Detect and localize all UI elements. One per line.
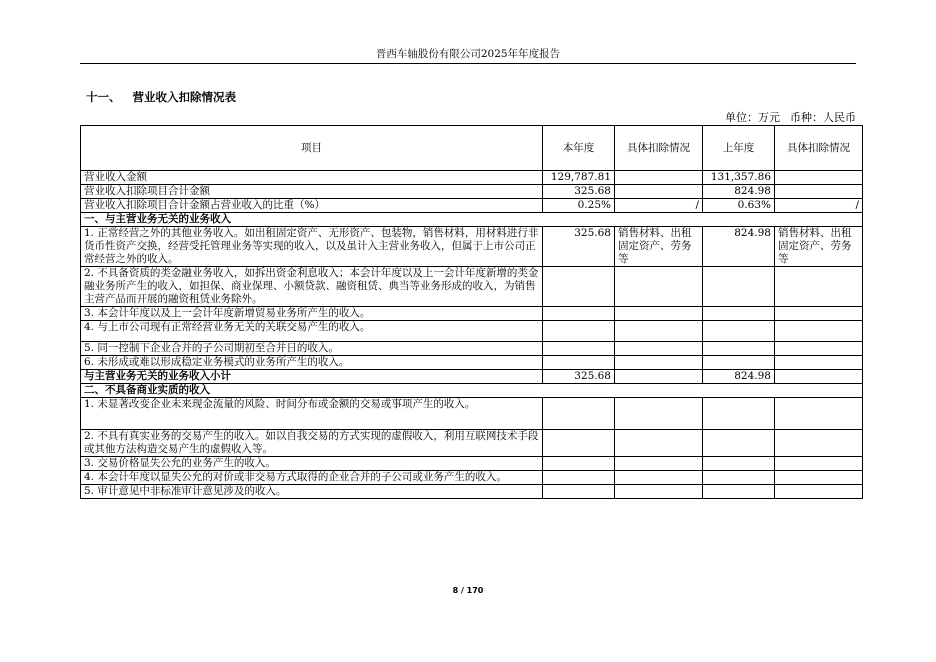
prior-year-value	[703, 342, 775, 356]
current-detail	[615, 398, 703, 430]
table-row	[81, 342, 863, 356]
current-year-value	[543, 267, 615, 307]
table-row	[81, 430, 863, 457]
prior-year-value: 131,357.86	[703, 171, 775, 185]
current-detail	[615, 370, 703, 384]
current-year-value	[543, 471, 615, 485]
col-header-current-detail: 具体扣除情况	[615, 126, 703, 171]
table-row	[81, 356, 863, 370]
current-detail	[615, 457, 703, 471]
prior-detail	[775, 471, 863, 485]
section-title	[86, 90, 236, 104]
prior-year-value	[703, 321, 775, 342]
prior-detail: /	[775, 199, 863, 213]
table-row	[81, 267, 863, 307]
prior-detail	[775, 430, 863, 457]
table-header-row	[81, 126, 863, 171]
table-row	[81, 185, 863, 199]
table-row	[81, 398, 863, 430]
table-row	[81, 471, 863, 485]
table-row	[81, 171, 863, 185]
row-label: 6. 未形成或难以形成稳定业务模式的业务所产生的收入。	[81, 356, 543, 370]
row-label: 4. 与上市公司现有正常经营业务无关的关联交易产生的收入。	[81, 321, 543, 342]
prior-year-value	[703, 485, 775, 499]
current-detail	[615, 430, 703, 457]
current-year-value: 325.68	[543, 227, 615, 267]
current-year-value: 0.25%	[543, 199, 615, 213]
unit-line	[725, 111, 856, 125]
col-header-current-year: 本年度	[543, 126, 615, 171]
current-detail	[615, 185, 703, 199]
prior-detail: 销售材料、出租固定资产、劳务等	[775, 227, 863, 267]
table-row	[81, 321, 863, 342]
current-detail	[615, 321, 703, 342]
prior-detail	[775, 356, 863, 370]
col-header-prior-year: 上年度	[703, 126, 775, 171]
row-label: 营业收入扣除项目合计金额占营业收入的比重（%）	[81, 199, 543, 213]
current-detail	[615, 485, 703, 499]
table-row	[81, 227, 863, 267]
current-year-value	[543, 321, 615, 342]
prior-detail	[775, 370, 863, 384]
current-year-value: 129,787.81	[543, 171, 615, 185]
page-number: 8 / 170	[452, 586, 484, 595]
row-label: 1. 未显著改变企业未来现金流量的风险、时间分布或金额的交易或事项产生的收入。	[81, 398, 543, 430]
group-heading: 二、不具备商业实质的收入	[81, 384, 863, 398]
prior-year-value	[703, 307, 775, 321]
subtotal-row	[81, 370, 863, 384]
row-label: 2. 不具有真实业务的交易产生的收入。如以自我交易的方式实现的虚假收入，利用互联网技术手段或其他方法构造交易产生的虚假收入等。	[81, 430, 543, 457]
group-heading-row	[81, 384, 863, 398]
section-heading: 营业收入扣除情况表	[132, 90, 236, 104]
revenue-deduction-table	[80, 125, 863, 499]
unit-label: 单位：万元	[725, 111, 780, 124]
prior-year-value: 824.98	[703, 227, 775, 267]
section-number: 十一、	[86, 90, 121, 104]
current-detail: 销售材料、出租固定资产、劳务等	[615, 227, 703, 267]
prior-year-value	[703, 398, 775, 430]
prior-year-value	[703, 457, 775, 471]
table-row	[81, 457, 863, 471]
prior-detail	[775, 342, 863, 356]
current-year-value	[543, 398, 615, 430]
prior-detail	[775, 485, 863, 499]
current-detail	[615, 307, 703, 321]
row-label: 4. 本会计年度以显失公允的对价或非交易方式取得的企业合并的子公司或业务产生的收入。	[81, 471, 543, 485]
current-year-value	[543, 485, 615, 499]
row-label: 3. 交易价格显失公允的业务产生的收入。	[81, 457, 543, 471]
prior-year-value	[703, 471, 775, 485]
current-year-value	[543, 342, 615, 356]
row-label: 5. 同一控制下企业合并的子公司期初至合并日的收入。	[81, 342, 543, 356]
current-year-value	[543, 307, 615, 321]
row-label: 5. 审计意见中非标准审计意见涉及的收入。	[81, 485, 543, 499]
current-year-value	[543, 457, 615, 471]
table-row	[81, 199, 863, 213]
row-label: 2. 不具备资质的类金融业务收入，如拆出资金利息收入；本会计年度以及上一会计年度新增的类金融业务所产生的收入，如担保、商业保理、小额贷款、融资租赁、典当等业务形成的收入，为销售主营产品而开展的融资租赁业务除外。	[81, 267, 543, 307]
prior-year-value: 0.63%	[703, 199, 775, 213]
current-detail	[615, 171, 703, 185]
prior-detail	[775, 171, 863, 185]
current-detail	[615, 267, 703, 307]
prior-detail	[775, 321, 863, 342]
current-detail: /	[615, 199, 703, 213]
prior-year-value: 824.98	[703, 185, 775, 199]
prior-detail	[775, 307, 863, 321]
prior-detail	[775, 267, 863, 307]
col-header-item: 项目	[81, 126, 543, 171]
prior-year-value: 824.98	[703, 370, 775, 384]
row-label: 1. 正常经营之外的其他业务收入。如出租固定资产、无形资产、包装物，销售材料，用材料进行非货币性资产交换，经营受托管理业务等实现的收入，以及虽计入主营业务收入，但属于上市公司正常经营之外的收入。	[81, 227, 543, 267]
prior-year-value	[703, 356, 775, 370]
currency-label: 币种：人民币	[790, 111, 856, 124]
current-detail	[615, 471, 703, 485]
group-heading: 一、与主营业务无关的业务收入	[81, 213, 863, 227]
current-year-value	[543, 356, 615, 370]
table-row	[81, 307, 863, 321]
current-year-value	[543, 430, 615, 457]
current-year-value: 325.68	[543, 370, 615, 384]
row-label: 营业收入扣除项目合计金额	[81, 185, 543, 199]
prior-detail	[775, 185, 863, 199]
prior-year-value	[703, 430, 775, 457]
col-header-prior-detail: 具体扣除情况	[775, 126, 863, 171]
prior-detail	[775, 457, 863, 471]
table-row	[81, 485, 863, 499]
row-label: 3. 本会计年度以及上一会计年度新增贸易业务所产生的收入。	[81, 307, 543, 321]
current-year-value: 325.68	[543, 185, 615, 199]
header-divider	[80, 63, 856, 64]
current-detail	[615, 342, 703, 356]
group-heading-row	[81, 213, 863, 227]
prior-detail	[775, 398, 863, 430]
current-detail	[615, 356, 703, 370]
report-header: 晋西车轴股份有限公司2025年年度报告	[375, 48, 561, 60]
row-label: 与主营业务无关的业务收入小计	[81, 370, 543, 384]
row-label: 营业收入金额	[81, 171, 543, 185]
prior-year-value	[703, 267, 775, 307]
